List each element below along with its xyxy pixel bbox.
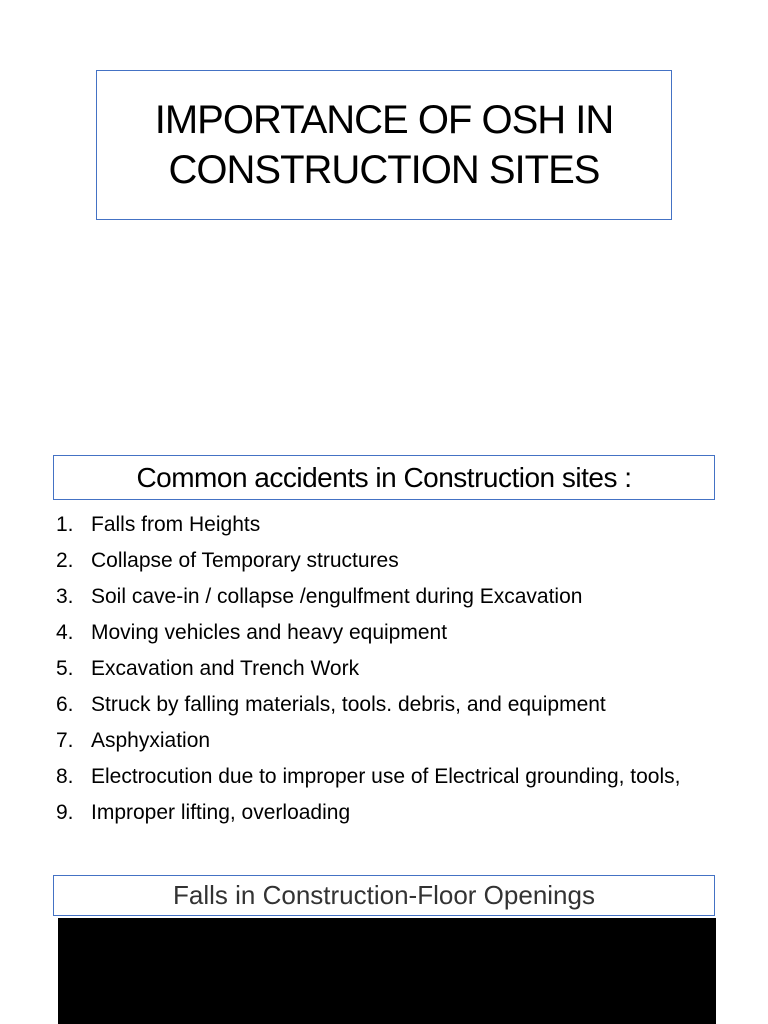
list-item-number: 8. <box>56 765 74 788</box>
slide-title-box <box>96 70 672 220</box>
section-heading-box <box>53 455 715 500</box>
list-item-text: Moving vehicles and heavy equipment <box>91 621 448 644</box>
list-item <box>56 764 716 789</box>
list-item-number: 7. <box>56 729 74 752</box>
list-item-text: Asphyxiation <box>91 729 211 752</box>
slide-title-line-1: IMPORTANCE OF OSH IN <box>154 98 614 142</box>
slide-title <box>155 95 614 195</box>
list-item-text: Struck by falling materials, tools. debris, and equipment <box>91 693 606 716</box>
list-item-number: 9. <box>56 801 74 824</box>
list-item-text: Soil cave-in / collapse /engulfment during Excavation <box>91 585 583 608</box>
list-item-number: 5. <box>56 657 74 680</box>
list-item-text: Collapse of Temporary structures <box>91 549 399 572</box>
list-item-text: Excavation and Trench Work <box>91 657 360 680</box>
subsection-heading-box <box>53 875 715 916</box>
list-item-number: 3. <box>56 585 74 608</box>
list-item <box>56 656 716 681</box>
list-item <box>56 728 716 753</box>
section-heading: Common accidents in Construction sites : <box>136 461 632 493</box>
list-item-number: 4. <box>56 621 74 644</box>
dark-image-area <box>58 918 716 1024</box>
list-item <box>56 512 716 537</box>
list-item <box>56 584 716 609</box>
list-item <box>56 548 716 573</box>
subsection-heading: Falls in Construction-Floor Openings <box>173 880 595 910</box>
accident-list <box>56 512 716 836</box>
list-item-number: 6. <box>56 693 74 716</box>
list-item <box>56 800 716 825</box>
list-item <box>56 692 716 717</box>
slide-title-line-2: CONSTRUCTION SITES <box>168 148 600 192</box>
list-item-text: Falls from Heights <box>91 513 261 536</box>
list-item <box>56 620 716 645</box>
list-item-number: 2. <box>56 549 74 572</box>
list-item-text: Electrocution due to improper use of Electrical grounding, tools, <box>91 765 681 788</box>
list-item-number: 1. <box>56 513 74 536</box>
list-item-text: Improper lifting, overloading <box>91 801 351 824</box>
